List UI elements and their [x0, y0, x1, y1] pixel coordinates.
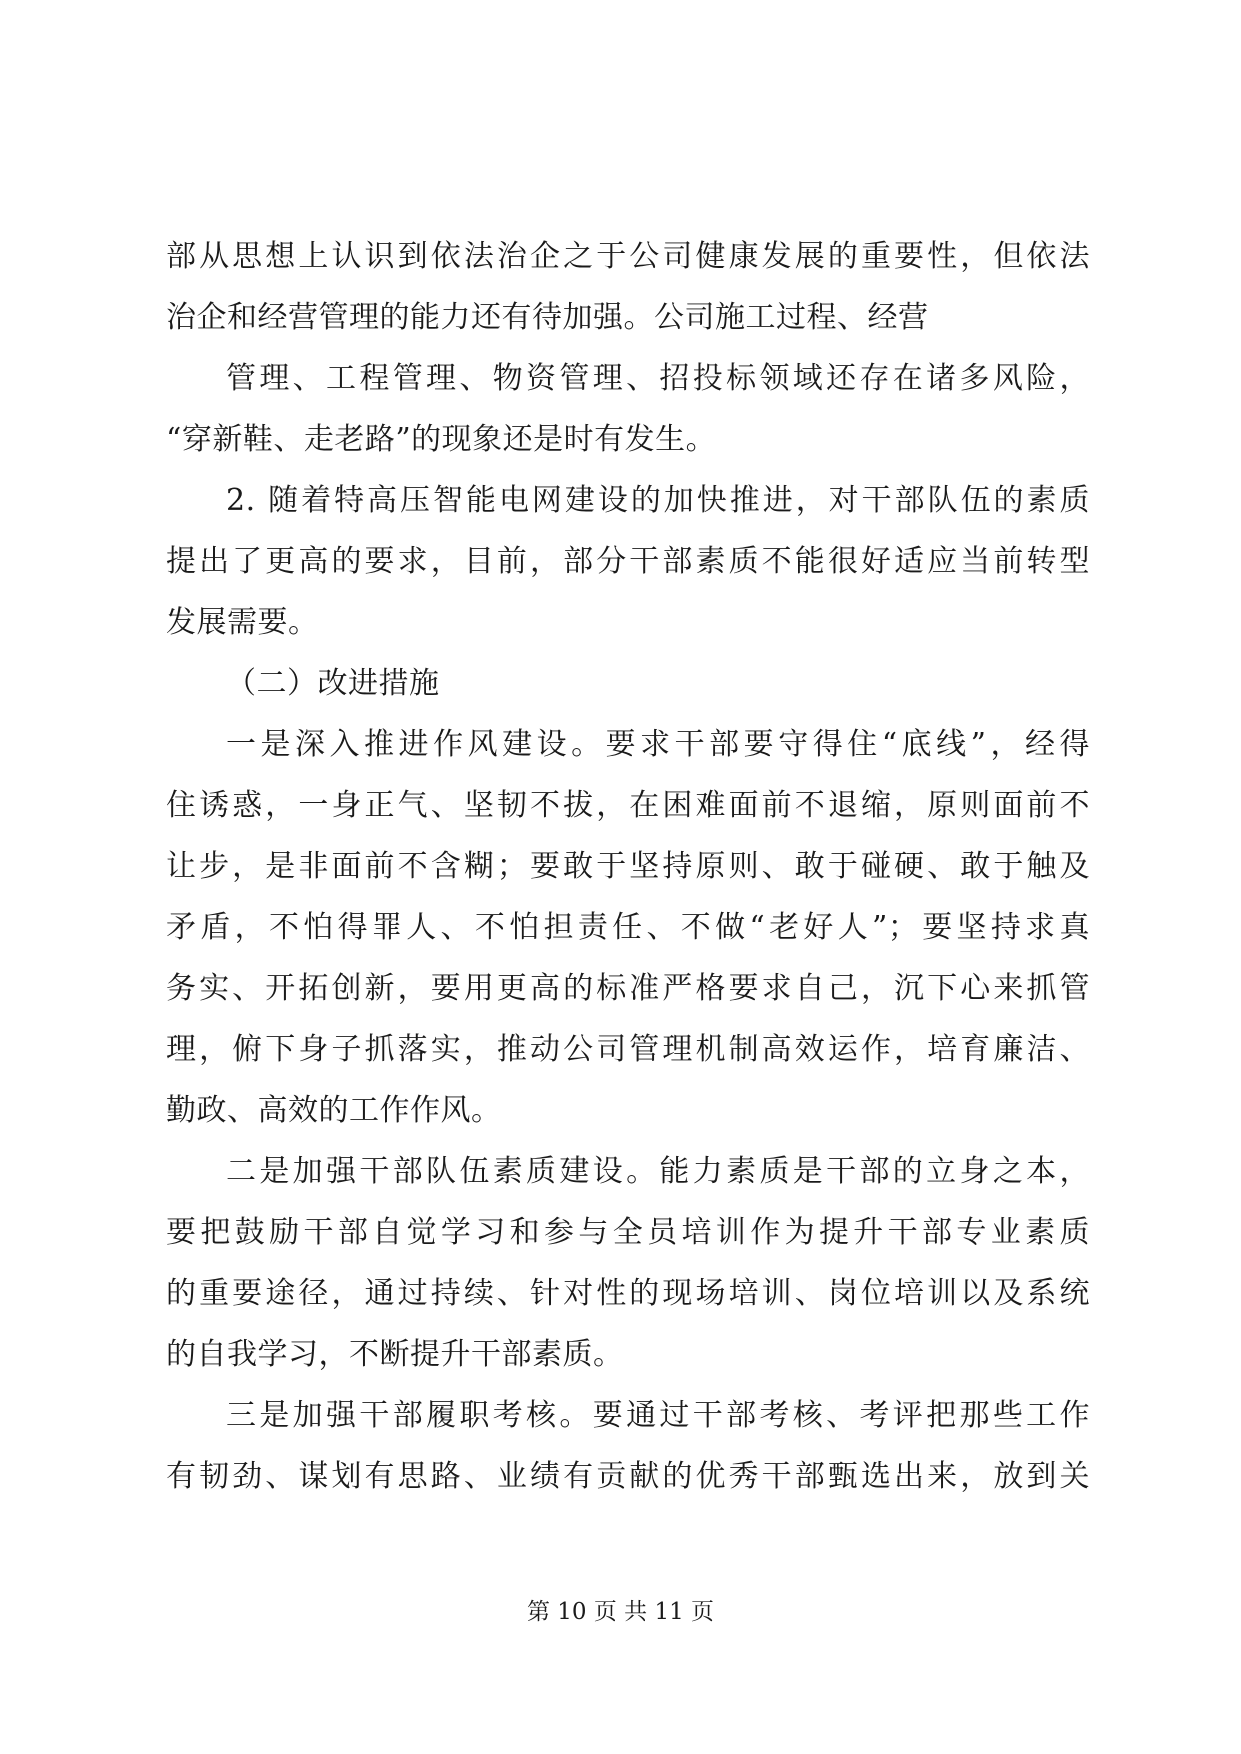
text-line: 让步，是非面前不含糊；要敢于坚持原则、敢于碰硬、敢于触及 — [166, 849, 1090, 884]
text-line: 务实、开拓创新，要用更高的标准严格要求自己，沉下心来抓管 — [166, 971, 1090, 1006]
text-line: 要把鼓励干部自觉学习和参与全员培训作为提升干部专业素质 — [166, 1215, 1090, 1250]
text-line: 一是深入推进作风建设。要求干部要守得住“底线”，经得 — [226, 727, 1090, 762]
text-line: 住诱惑，一身正气、坚韧不拔，在困难面前不退缩，原则面前不 — [166, 788, 1090, 823]
text-line: 勤政、高效的工作作风。 — [166, 1093, 502, 1128]
text-line: “穿新鞋、走老路”的现象还是时有发生。 — [166, 422, 717, 457]
text-line: 矛盾，不怕得罪人、不怕担责任、不做“老好人”；要坚持求真 — [166, 910, 1090, 945]
text-line: 2. 随着特高压智能电网建设的加快推进，对干部队伍的素质 — [226, 483, 1090, 518]
text-line: 发展需要。 — [166, 605, 319, 640]
text-line: 的重要途径，通过持续、针对性的现场培训、岗位培训以及系统 — [166, 1276, 1090, 1311]
text-line: 理，俯下身子抓落实，推动公司管理机制高效运作，培育廉洁、 — [166, 1032, 1090, 1067]
text-line: 提出了更高的要求，目前，部分干部素质不能很好适应当前转型 — [166, 544, 1090, 579]
document-body — [166, 226, 1090, 1507]
text-line: 治企和经营管理的能力还有待加强。公司施工过程、经营 — [166, 300, 929, 335]
text-line: 有韧劲、谋划有思路、业绩有贡献的优秀干部甄选出来，放到关 — [166, 1459, 1090, 1494]
text-line: 的自我学习，不断提升干部素质。 — [166, 1337, 624, 1372]
text-line: 三是加强干部履职考核。要通过干部考核、考评把那些工作 — [226, 1398, 1090, 1433]
text-line: 部从思想上认识到依法治企之于公司健康发展的重要性，但依法 — [166, 239, 1090, 274]
text-line: （二）改进措施 — [226, 666, 440, 701]
text-line: 二是加强干部队伍素质建设。能力素质是干部的立身之本， — [226, 1154, 1090, 1189]
page-footer: 第 10 页 共 11 页 — [526, 1599, 715, 1625]
text-line: 管理、工程管理、物资管理、招投标领域还存在诸多风险， — [226, 361, 1090, 396]
